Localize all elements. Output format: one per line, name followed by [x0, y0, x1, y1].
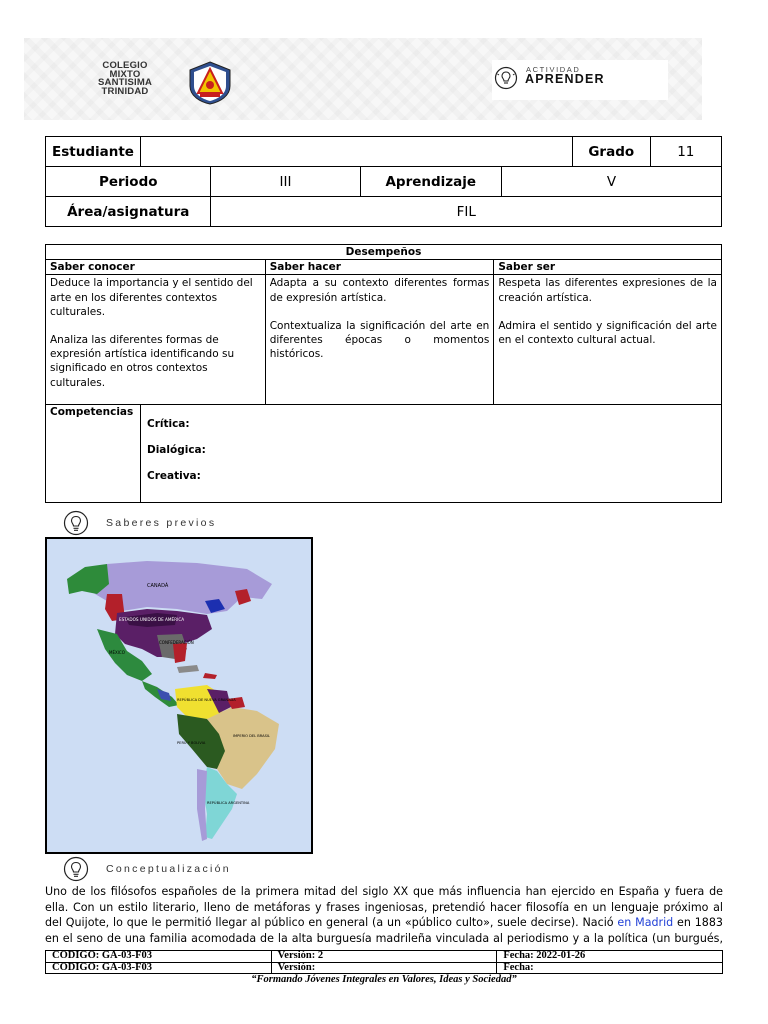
col-saber-hacer-header: Saber hacer: [265, 260, 494, 275]
competency-critica: Crítica:: [146, 417, 190, 430]
performance-title: Desempeños: [46, 245, 722, 260]
learning-value: V: [501, 167, 721, 197]
student-info-table: [45, 136, 722, 227]
student-label: Estudiante: [46, 137, 141, 167]
student-row: [46, 137, 722, 167]
grade-label: Grado: [572, 137, 650, 167]
section-heading-previous: [62, 510, 216, 536]
col-saber-ser-header: Saber ser: [494, 260, 722, 275]
saber-ser-text-1: Respeta las diferentes expresiones de la creación artística.: [498, 277, 717, 304]
performance-title-row: [46, 245, 722, 260]
school-name: [92, 62, 158, 96]
footer-motto: “Formando Jóvenes Integrales en Valores, Ideas y Sociedad”: [251, 974, 517, 985]
area-label: Área/asignatura: [46, 197, 211, 227]
lightbulb-icon: [494, 66, 518, 90]
footer-code-2: CODIGO: GA-03-F03: [46, 962, 272, 974]
map-label-mexico: MÉXICO: [109, 650, 125, 655]
footer-date-2: Fecha:: [497, 962, 723, 974]
performance-header-row: [46, 260, 722, 275]
map-label-peru: PERÚ Y BOLIVIA: [177, 741, 206, 745]
concept-paragraph: [45, 884, 723, 946]
map-label-usa: ESTADOS UNIDOS DE AMÉRICA: [119, 617, 185, 622]
period-label: Periodo: [46, 167, 211, 197]
competencies-label: Competencias: [46, 404, 141, 502]
period-row: [46, 167, 722, 197]
period-value: III: [211, 167, 360, 197]
performance-table: [45, 244, 722, 503]
school-shield-logo: [186, 60, 234, 106]
saber-conocer-text-1: Deduce la importancia y el sentido del arte en los diferentes contextos culturales.: [50, 277, 253, 318]
school-name-line3: SANTISIMA: [97, 77, 153, 88]
lightbulb-icon: [62, 856, 90, 882]
footer-table: [45, 950, 723, 974]
saber-conocer-cell: [46, 275, 266, 404]
footer-row-1: [46, 951, 723, 963]
section-heading-concept: [62, 856, 231, 882]
col-saber-conocer-header: Saber conocer: [46, 260, 266, 275]
activity-label: ACTIVIDAD: [526, 65, 581, 74]
learning-label: Aprendizaje: [360, 167, 501, 197]
section-title-concept: Conceptualización: [106, 863, 231, 875]
map-label-confederacy: CONFEDERACIÓN: [159, 640, 194, 645]
paragraph-text-start: Uno de los filósofos españoles de la primera mitad del siglo XX que más influencia han ejercido en España y fuera de ella. Con un estilo literario, lleno de metáforas y frases ingeniosas, pretendió hacer filosofía en un lenguaje próximo al del Quijote, lo que le permitió llegar al público en general (a un «público culto», suele decirse). Nació: [45, 885, 723, 930]
area-value: FIL: [211, 197, 722, 227]
activity-title: APRENDER: [525, 72, 605, 86]
americas-map: [45, 537, 313, 854]
footer-version-2: Versión:: [271, 962, 497, 974]
footer-version-1: Versión: 2: [271, 951, 497, 963]
paragraph-text-end: en 1883 en el seno de una familia acomodada de la alta burguesía madrileña vinculada al periodismo y a la política (un burgués,: [45, 916, 723, 945]
student-field[interactable]: [140, 137, 572, 167]
school-name-line2: MIXTO: [109, 68, 141, 80]
area-row: [46, 197, 722, 227]
section-title-previous: Saberes previos: [106, 517, 217, 529]
footer-row-2: [46, 962, 723, 974]
footer-date-1: Fecha: 2022-01-26: [497, 951, 723, 963]
competencies-row: [46, 404, 722, 502]
map-label-argentina: REPÚBLICA ARGENTINA: [207, 801, 250, 805]
map-label-canada: CANADÁ: [147, 583, 169, 589]
saber-hacer-text-2: Contextualiza la significación del arte en diferentes épocas o momentos históricos.: [269, 319, 490, 361]
competencies-list: [140, 404, 721, 502]
saber-ser-text-2: Admira el sentido y significación del arte en el contexto cultural actual.: [498, 319, 717, 347]
grade-value: 11: [650, 137, 721, 167]
footer-code-1: CODIGO: GA-03-F03: [46, 951, 272, 963]
lightbulb-icon: [62, 510, 90, 536]
map-label-gran-colombia: REPÚBLICA DE NUEVA GRANADA: [177, 698, 236, 702]
map-image: [47, 539, 311, 852]
school-name-line4: TRINIDAD: [101, 85, 149, 97]
madrid-link[interactable]: en Madrid: [617, 916, 674, 930]
saber-ser-cell: [494, 275, 722, 404]
map-label-brazil: IMPERIO DEL BRASIL: [233, 734, 270, 738]
saber-conocer-text-2: Analiza las diferentes formas de expresión artística identificando su significado en otros contextos culturales.: [50, 334, 235, 389]
performance-body-row: [46, 275, 722, 404]
saber-hacer-cell: [265, 275, 494, 404]
competency-creativa: Creativa:: [146, 469, 201, 482]
school-name-line1: COLEGIO: [102, 60, 148, 71]
saber-hacer-text-1: Adapta a su contexto diferentes formas de expresión artística.: [269, 277, 490, 304]
competency-dialogica: Dialógica:: [146, 443, 206, 456]
